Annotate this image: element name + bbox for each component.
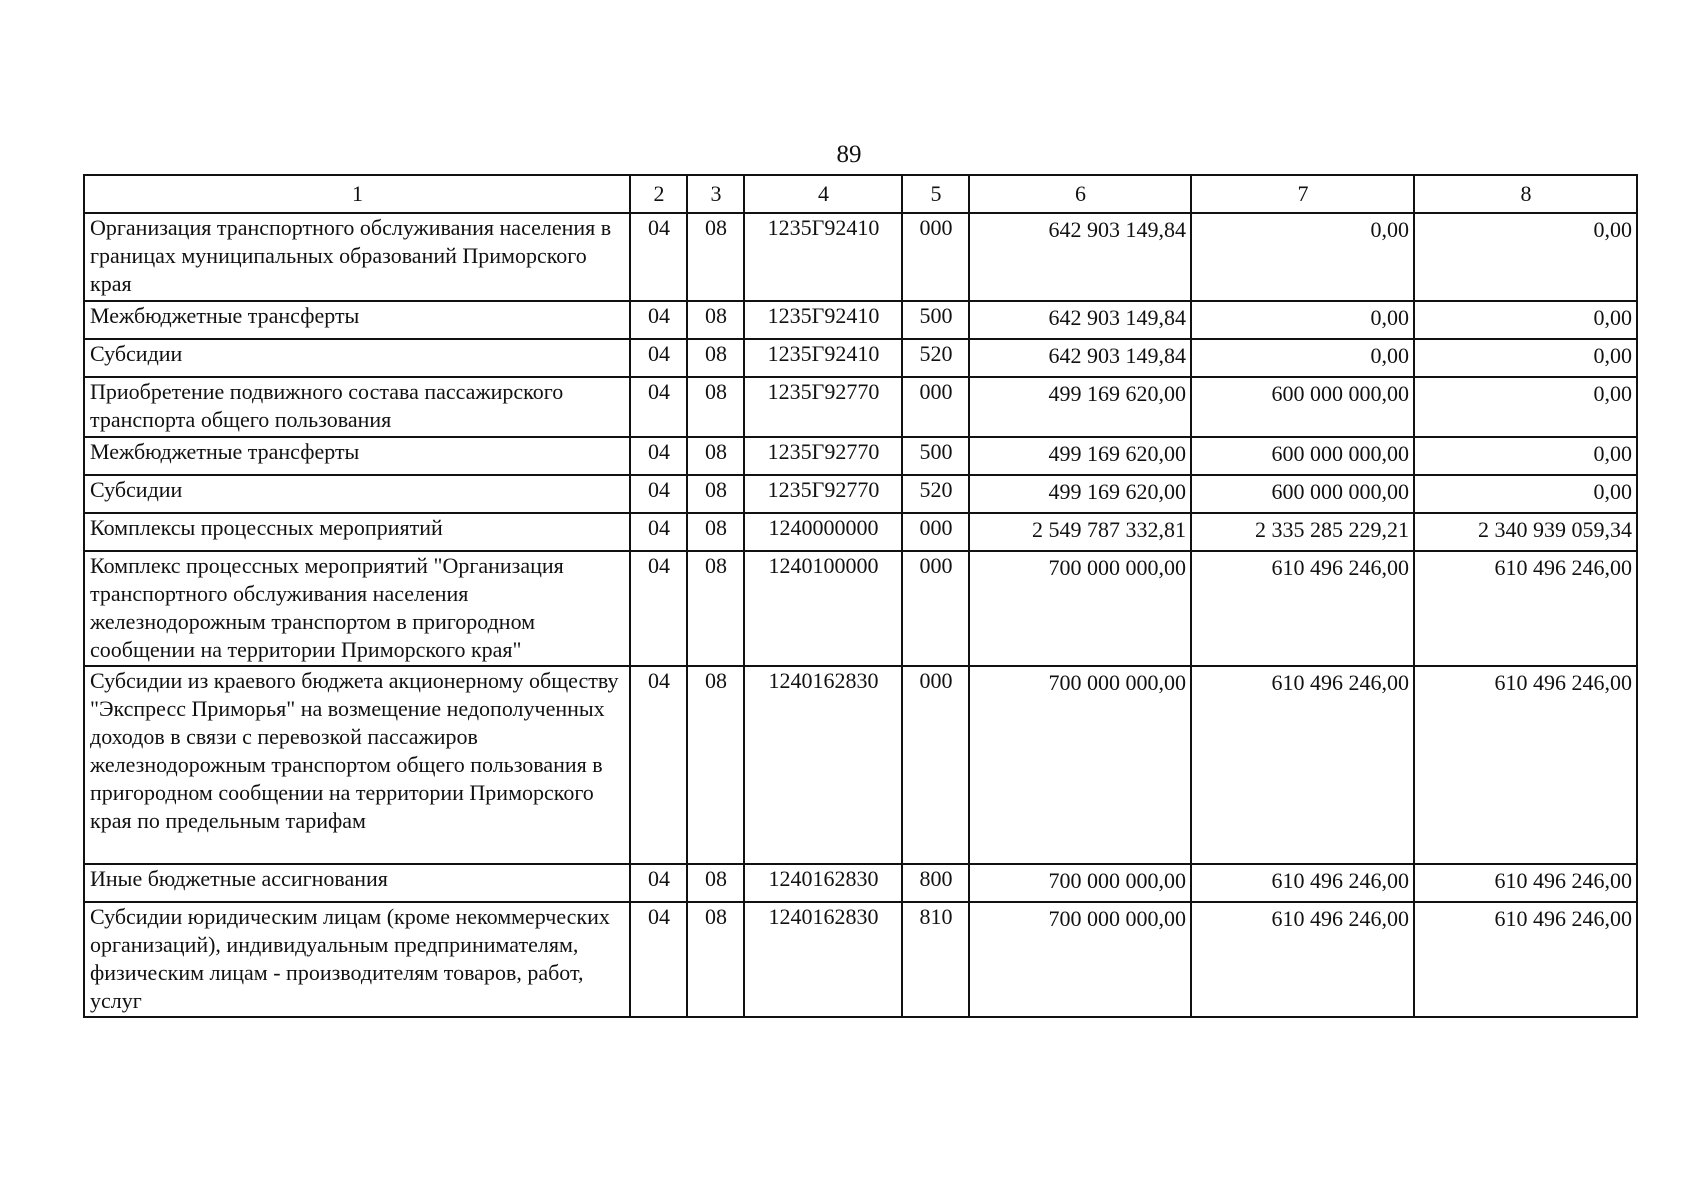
row-target-code: 1235Г92410 [744,339,902,377]
row-amount-col8: 610 496 246,00 [1414,902,1637,1017]
row-target-code: 1240162830 [744,864,902,902]
row-section-code: 04 [630,301,687,339]
row-target-code: 1240162830 [744,902,902,1017]
row-subsection-code: 08 [687,213,744,301]
row-amount-col8: 0,00 [1414,437,1637,475]
row-expense-type: 000 [902,666,969,864]
row-amount-col6: 700 000 000,00 [969,551,1191,666]
row-target-code: 1240000000 [744,513,902,551]
row-amount-col7: 600 000 000,00 [1191,437,1414,475]
table-row [84,902,1637,1017]
row-subsection-code: 08 [687,475,744,513]
header-col-5: 5 [902,175,969,213]
row-amount-col7: 0,00 [1191,339,1414,377]
table-row [84,301,1637,339]
row-name: Межбюджетные трансферты [84,437,630,475]
header-row [84,175,1637,213]
row-amount-col8: 2 340 939 059,34 [1414,513,1637,551]
row-amount-col6: 2 549 787 332,81 [969,513,1191,551]
row-expense-type: 500 [902,301,969,339]
row-target-code: 1240162830 [744,666,902,864]
header-col-4: 4 [744,175,902,213]
row-name: Приобретение подвижного состава пассажирского транспорта общего пользования [84,377,630,437]
row-name: Субсидии [84,339,630,377]
row-amount-col7: 610 496 246,00 [1191,551,1414,666]
row-name: Комплексы процессных мероприятий [84,513,630,551]
row-amount-col7: 0,00 [1191,301,1414,339]
row-section-code: 04 [630,513,687,551]
row-expense-type: 000 [902,513,969,551]
table-row [84,551,1637,666]
row-section-code: 04 [630,902,687,1017]
row-section-code: 04 [630,551,687,666]
table-row [84,864,1637,902]
row-amount-col7: 600 000 000,00 [1191,475,1414,513]
row-amount-col6: 642 903 149,84 [969,301,1191,339]
header-col-6: 6 [969,175,1191,213]
row-section-code: 04 [630,864,687,902]
table-row [84,475,1637,513]
row-amount-col6: 642 903 149,84 [969,213,1191,301]
table-row [84,377,1637,437]
row-amount-col8: 610 496 246,00 [1414,864,1637,902]
header-col-7: 7 [1191,175,1414,213]
row-subsection-code: 08 [687,437,744,475]
row-amount-col6: 499 169 620,00 [969,377,1191,437]
row-target-code: 1235Г92410 [744,301,902,339]
row-amount-col6: 700 000 000,00 [969,864,1191,902]
row-amount-col7: 2 335 285 229,21 [1191,513,1414,551]
table-body [84,213,1637,1017]
page-number: 89 [836,141,862,168]
row-expense-type: 500 [902,437,969,475]
row-expense-type: 000 [902,551,969,666]
row-amount-col6: 700 000 000,00 [969,666,1191,864]
row-amount-col8: 610 496 246,00 [1414,551,1637,666]
header-col-8: 8 [1414,175,1637,213]
row-name: Межбюджетные трансферты [84,301,630,339]
row-subsection-code: 08 [687,377,744,437]
row-section-code: 04 [630,213,687,301]
row-target-code: 1240100000 [744,551,902,666]
row-section-code: 04 [630,377,687,437]
row-amount-col6: 642 903 149,84 [969,339,1191,377]
row-section-code: 04 [630,475,687,513]
row-amount-col8: 610 496 246,00 [1414,666,1637,864]
row-target-code: 1235Г92770 [744,377,902,437]
row-amount-col8: 0,00 [1414,377,1637,437]
row-subsection-code: 08 [687,666,744,864]
budget-table [83,174,1638,1018]
row-subsection-code: 08 [687,301,744,339]
row-name: Организация транспортного обслуживания населения в границах муниципальных образований Приморского края [84,213,630,301]
header-col-3: 3 [687,175,744,213]
row-name: Иные бюджетные ассигнования [84,864,630,902]
row-target-code: 1235Г92770 [744,475,902,513]
row-amount-col7: 610 496 246,00 [1191,864,1414,902]
row-name: Комплекс процессных мероприятий "Организация транспортного обслуживания населения железнодорожным транспортом в пригородном сообщении на территории Приморского края" [84,551,630,666]
row-target-code: 1235Г92410 [744,213,902,301]
row-amount-col7: 610 496 246,00 [1191,902,1414,1017]
row-amount-col7: 0,00 [1191,213,1414,301]
row-amount-col8: 0,00 [1414,475,1637,513]
row-name: Субсидии юридическим лицам (кроме некоммерческих организаций), индивидуальным предпринимателям, физическим лицам - производителям товаров, работ, услуг [84,902,630,1017]
table-row [84,213,1637,301]
header-col-1: 1 [84,175,630,213]
table-header [84,175,1637,213]
row-expense-type: 520 [902,475,969,513]
row-expense-type: 810 [902,902,969,1017]
row-amount-col8: 0,00 [1414,301,1637,339]
row-subsection-code: 08 [687,339,744,377]
row-amount-col8: 0,00 [1414,213,1637,301]
row-subsection-code: 08 [687,864,744,902]
row-name: Субсидии из краевого бюджета акционерному обществу "Экспресс Приморья" на возмещение недополученных доходов в связи с перевозкой пассажиров железнодорожным транспортом общего пользования в пригородном сообщении на территории Приморского края по предельным тарифам [84,666,630,864]
table-row [84,339,1637,377]
row-name: Субсидии [84,475,630,513]
row-amount-col7: 610 496 246,00 [1191,666,1414,864]
table-row [84,513,1637,551]
row-section-code: 04 [630,666,687,864]
row-amount-col8: 0,00 [1414,339,1637,377]
row-subsection-code: 08 [687,551,744,666]
row-amount-col6: 499 169 620,00 [969,475,1191,513]
table-row [84,666,1637,864]
row-expense-type: 520 [902,339,969,377]
row-section-code: 04 [630,339,687,377]
row-expense-type: 800 [902,864,969,902]
row-amount-col7: 600 000 000,00 [1191,377,1414,437]
row-target-code: 1235Г92770 [744,437,902,475]
row-section-code: 04 [630,437,687,475]
table-row [84,437,1637,475]
row-subsection-code: 08 [687,902,744,1017]
row-amount-col6: 499 169 620,00 [969,437,1191,475]
row-expense-type: 000 [902,377,969,437]
row-amount-col6: 700 000 000,00 [969,902,1191,1017]
header-col-2: 2 [630,175,687,213]
row-expense-type: 000 [902,213,969,301]
row-subsection-code: 08 [687,513,744,551]
